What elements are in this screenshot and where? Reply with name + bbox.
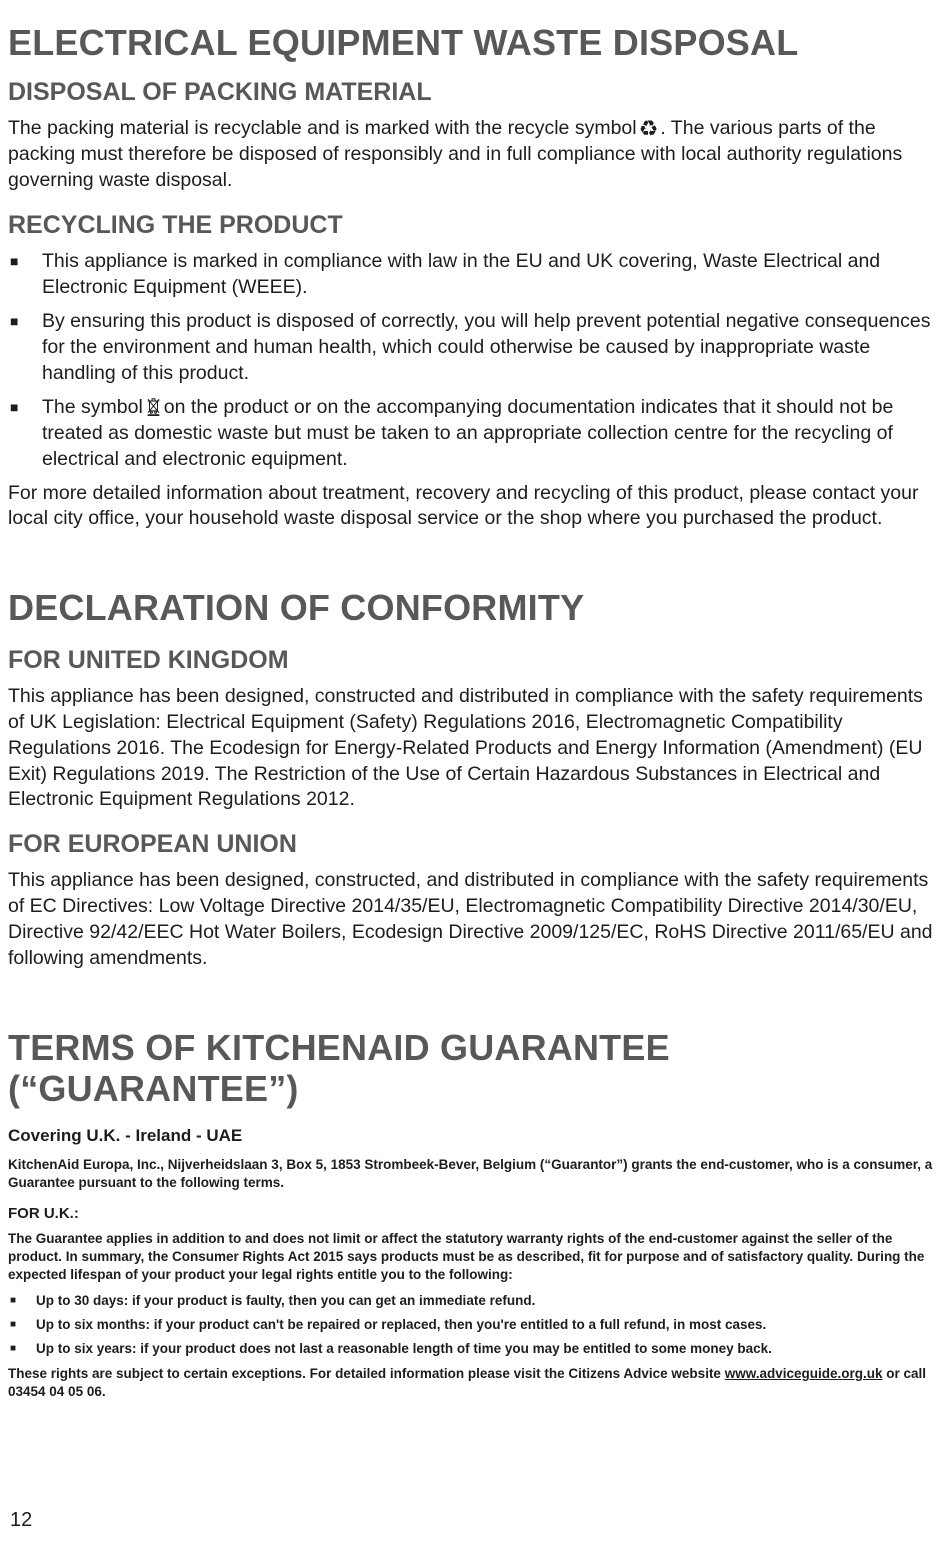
list-item bbox=[8, 1340, 940, 1358]
section-divider-space bbox=[8, 983, 940, 1027]
list-item bbox=[8, 249, 940, 301]
list-item bbox=[8, 395, 940, 473]
packing-material-paragraph bbox=[8, 116, 940, 194]
section-divider-space bbox=[8, 543, 940, 587]
packing-text-after: . The various parts of the packing must therefore be disposed of responsibly and in full compliance with local authority regulations governing waste disposal. bbox=[8, 117, 903, 192]
square-bullet-icon: ■ bbox=[10, 1318, 17, 1330]
rights-text-before: These rights are subject to certain exceptions. For detailed information please visit the Citizens Advice website bbox=[8, 1366, 721, 1382]
advice-guide-link[interactable]: www.adviceguide.org.uk bbox=[724, 1366, 883, 1382]
square-bullet-icon: ■ bbox=[10, 1342, 17, 1354]
guarantee-intro-paragraph: KitchenAid Europa, Inc., Nijverheidslaan 3, Box 5, 1853 Strombeek-Bever, Belgium (“Guarantor”) grants the end-customer, who is a consumer, a Guarantee pursuant to the following terms. bbox=[8, 1156, 933, 1190]
conformity-uk-heading: FOR UNITED KINGDOM bbox=[8, 645, 289, 674]
square-bullet-icon: ■ bbox=[10, 398, 19, 415]
guarantee-covering-heading: Covering U.K. - Ireland - UAE bbox=[8, 1125, 243, 1145]
bullet-text: This appliance is marked in compliance with law in the EU and UK covering, Waste Electrical and Electronic Equipment (WEEE). bbox=[42, 250, 881, 299]
weee-text-before: The symbol bbox=[42, 395, 143, 418]
guarantee-rights-paragraph bbox=[8, 1365, 940, 1401]
recycling-product-heading: RECYCLING THE PRODUCT bbox=[8, 211, 343, 240]
bullet-text: By ensuring this product is disposed of correctly, you will help prevent potential negative consequences for the environment and human health, which could otherwise be caused by inappropriate waste handling of this product. bbox=[42, 310, 931, 384]
bullet-text bbox=[42, 395, 940, 473]
rights-text-end: . bbox=[101, 1384, 106, 1400]
weee-crossed-bin-icon bbox=[146, 397, 161, 416]
weee-text-after: on the product or on the accompanying documentation indicates that it should not be treated as domestic waste but must be taken to an appropriate collection centre for the recycling of electrical and electronic equipment. bbox=[42, 395, 894, 470]
page-number: 12 bbox=[10, 1509, 33, 1531]
guarantee-bullet-list bbox=[8, 1292, 940, 1357]
waste-disposal-title: ELECTRICAL EQUIPMENT WASTE DISPOSAL bbox=[8, 22, 799, 63]
guarantee-section bbox=[8, 1027, 940, 1401]
packing-material-heading: DISPOSAL OF PACKING MATERIAL bbox=[8, 78, 432, 107]
bullet-text: Up to six months: if your product can't be repaired or replaced, then you're entitled to a full refund, in most cases. bbox=[36, 1316, 767, 1332]
bullet-text: Up to 30 days: if your product is faulty, then you can get an immediate refund. bbox=[36, 1292, 536, 1308]
conformity-eu-heading: FOR EUROPEAN UNION bbox=[8, 830, 297, 859]
list-item bbox=[8, 1316, 940, 1334]
recycling-footer-paragraph: For more detailed information about treatment, recovery and recycling of this product, please contact your local city office, your household waste disposal service or the shop where you purchased the product. bbox=[8, 481, 919, 530]
recycle-icon: ♻ bbox=[638, 117, 659, 143]
packing-text-before: The packing material is recyclable and is marked with the recycle symbol bbox=[8, 117, 637, 140]
square-bullet-icon: ■ bbox=[10, 313, 19, 329]
bullet-text: Up to six years: if your product does not last a reasonable length of time you may be entitled to some money back. bbox=[36, 1340, 772, 1356]
conformity-eu-paragraph: This appliance has been designed, constructed, and distributed in compliance with the safety requirements of EC Directives: Low Voltage Directive 2014/35/EU, Electromagnetic Compatibility Directive 2014/30/EU, Directive 92/42/EEC Hot Water Boilers, Ecodesign Directive 2009/125/EC, RoHS Directive 2011/65/EU and following amendments. bbox=[8, 869, 933, 970]
square-bullet-icon: ■ bbox=[10, 253, 19, 270]
recycling-bullet-list bbox=[8, 249, 940, 472]
guarantee-for-uk-heading: FOR U.K.: bbox=[8, 1205, 79, 1223]
list-item bbox=[8, 1292, 940, 1310]
square-bullet-icon: ■ bbox=[10, 1294, 17, 1306]
conformity-uk-paragraph: This appliance has been designed, constructed and distributed in compliance with the safety requirements of UK Legislation: Electrical Equipment (Safety) Regulations 2016, Electromagnetic Compatibility Regulations 2016. The Ecodesign for Energy-Related Products and Energy Information (Amendment) (EU Exit) Regulations 2019. The Restriction of the Use of Certain Hazardous Substances in Electrical and Electronic Equipment Regulations 2012. bbox=[8, 684, 923, 811]
rights-text-mid: or call bbox=[886, 1366, 927, 1382]
guarantee-for-uk-paragraph: The Guarantee applies in addition to and does not limit or affect the statutory warranty rights of the end-customer against the seller of the product. In summary, the Consumer Rights Act 2015 says products must be as described, fit for purpose and of satisfactory quality. During the expected lifespan of your product your legal rights entitle you to the following: bbox=[8, 1231, 925, 1283]
guarantee-title: TERMS OF KITCHENAID GUARANTEE (“GUARANTEE”) bbox=[8, 1027, 670, 1110]
conformity-title: DECLARATION OF CONFORMITY bbox=[8, 587, 585, 629]
list-item bbox=[8, 309, 940, 387]
phone-number: 03454 04 05 06 bbox=[8, 1384, 102, 1400]
